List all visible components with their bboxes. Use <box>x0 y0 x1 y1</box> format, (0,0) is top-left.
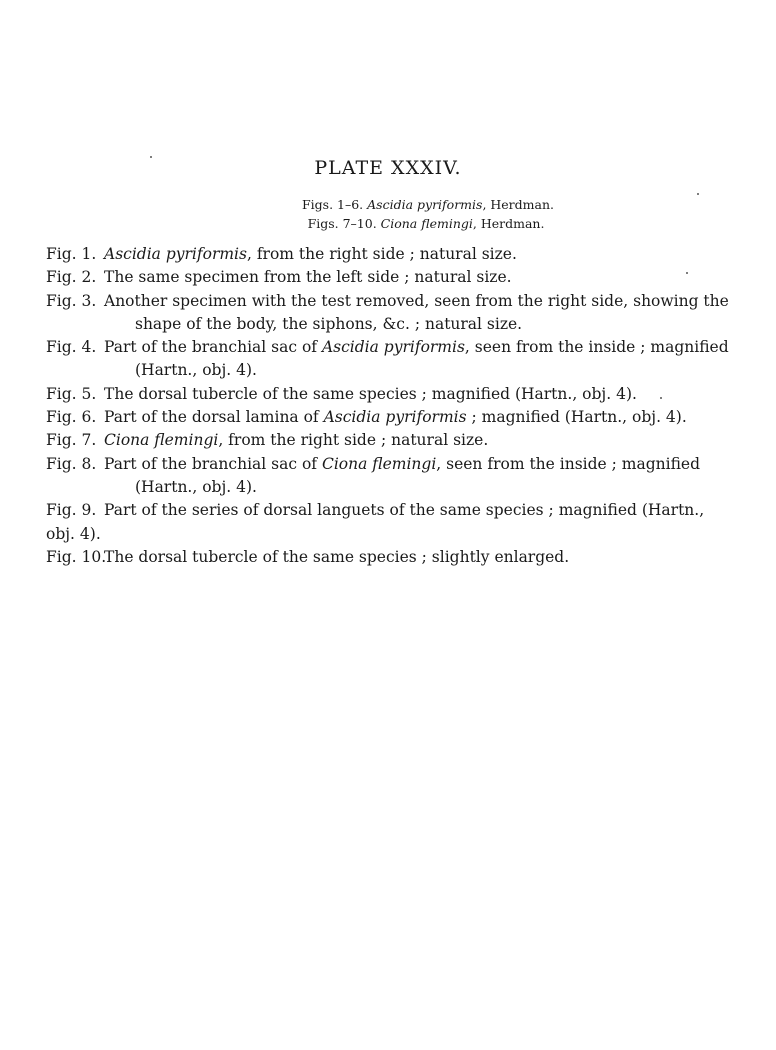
figure-label: Fig. 8. <box>46 454 97 473</box>
figure-caption <box>46 290 736 337</box>
caption-text: Part of the branchial sac of <box>104 338 322 357</box>
caption-text: The same specimen from the left side ; natural size. <box>104 268 512 287</box>
figure-caption <box>46 499 736 546</box>
caption-text: Part of the branchial sac of <box>104 454 322 473</box>
figure-description <box>104 548 569 566</box>
figure-label: Fig. 5. <box>46 384 97 403</box>
figure-label: Fig. 1. <box>46 245 97 263</box>
print-speck <box>150 156 152 158</box>
figure-label: Fig. 10. <box>46 547 107 566</box>
caption-text: Part of the series of dorsal languets of the same species ; magnified (Hartn., obj. 4). <box>46 501 705 543</box>
species-name: Ciona flemingi <box>104 431 219 450</box>
subtitle-figs-1: Figs. 1–6. <box>301 197 364 212</box>
species-name: Ascidia pyriformis <box>104 245 247 263</box>
print-speck <box>697 193 699 195</box>
figure-description <box>104 338 729 356</box>
caption-text: ; magnified (Hartn., obj. 4). <box>466 408 687 427</box>
figure-label: Fig. 3. <box>46 291 97 310</box>
print-speck <box>660 397 662 399</box>
figure-caption <box>46 383 736 406</box>
caption-continuation: (Hartn., obj. 4). <box>135 477 257 496</box>
figure-label: Fig. 9. <box>46 501 97 520</box>
subtitle-author-2: , Herdman. <box>472 216 545 231</box>
figure-caption <box>46 336 736 383</box>
figure-description <box>104 385 637 403</box>
figure-caption <box>46 406 736 429</box>
figure-legend <box>46 243 736 569</box>
figure-label: Fig. 6. <box>46 408 97 427</box>
caption-text: Another specimen with the test removed, seen from the right side, showing the <box>104 291 729 310</box>
figure-caption <box>46 429 736 452</box>
caption-text: , seen from the inside ; magnified <box>436 454 701 473</box>
species-name: Ascidia pyriformis <box>321 338 465 357</box>
subtitle-species-1: Ascidia pyriformis <box>367 197 483 212</box>
figure-caption <box>46 243 736 266</box>
caption-text: , from the right side ; natural size. <box>218 431 489 450</box>
figure-label: Fig. 2. <box>46 268 97 287</box>
caption-text: , seen from the inside ; magnified <box>464 338 729 357</box>
subtitle-figs-2: Figs. 7–10. <box>307 216 377 231</box>
figure-description <box>104 268 512 286</box>
subtitle-species-2: Ciona flemingi <box>380 216 473 231</box>
subtitle-line-2 <box>38 216 776 231</box>
caption-text: Part of the dorsal lamina of <box>104 408 324 427</box>
figure-description <box>104 455 700 473</box>
figure-description <box>104 245 517 263</box>
species-name: Ascidia pyriformis <box>323 408 467 427</box>
figure-description <box>104 292 729 310</box>
caption-continuation: (Hartn., obj. 4). <box>135 361 257 380</box>
figure-caption <box>46 546 736 569</box>
figure-label: Fig. 4. <box>46 338 97 357</box>
figure-description <box>46 501 704 542</box>
caption-text: The dorsal tubercle of the same species ; magnified (Hartn., obj. 4). <box>104 384 637 403</box>
print-speck <box>686 272 688 274</box>
plate-title: PLATE XXXIV. <box>314 157 462 179</box>
figure-caption <box>46 266 736 289</box>
figure-label: Fig. 7. <box>46 431 97 450</box>
caption-text: The dorsal tubercle of the same species ; slightly enlarged. <box>104 547 570 566</box>
subtitle-line-1 <box>40 197 776 212</box>
subtitle-author-1: , Herdman. <box>482 197 554 212</box>
figure-caption <box>46 453 736 500</box>
figure-description <box>104 431 488 449</box>
species-name: Ciona flemingi <box>321 454 437 473</box>
caption-text: , from the right side ; natural size. <box>246 245 517 263</box>
caption-continuation: shape of the body, the siphons, &c. ; natural size. <box>135 314 523 333</box>
figure-description <box>104 408 687 426</box>
